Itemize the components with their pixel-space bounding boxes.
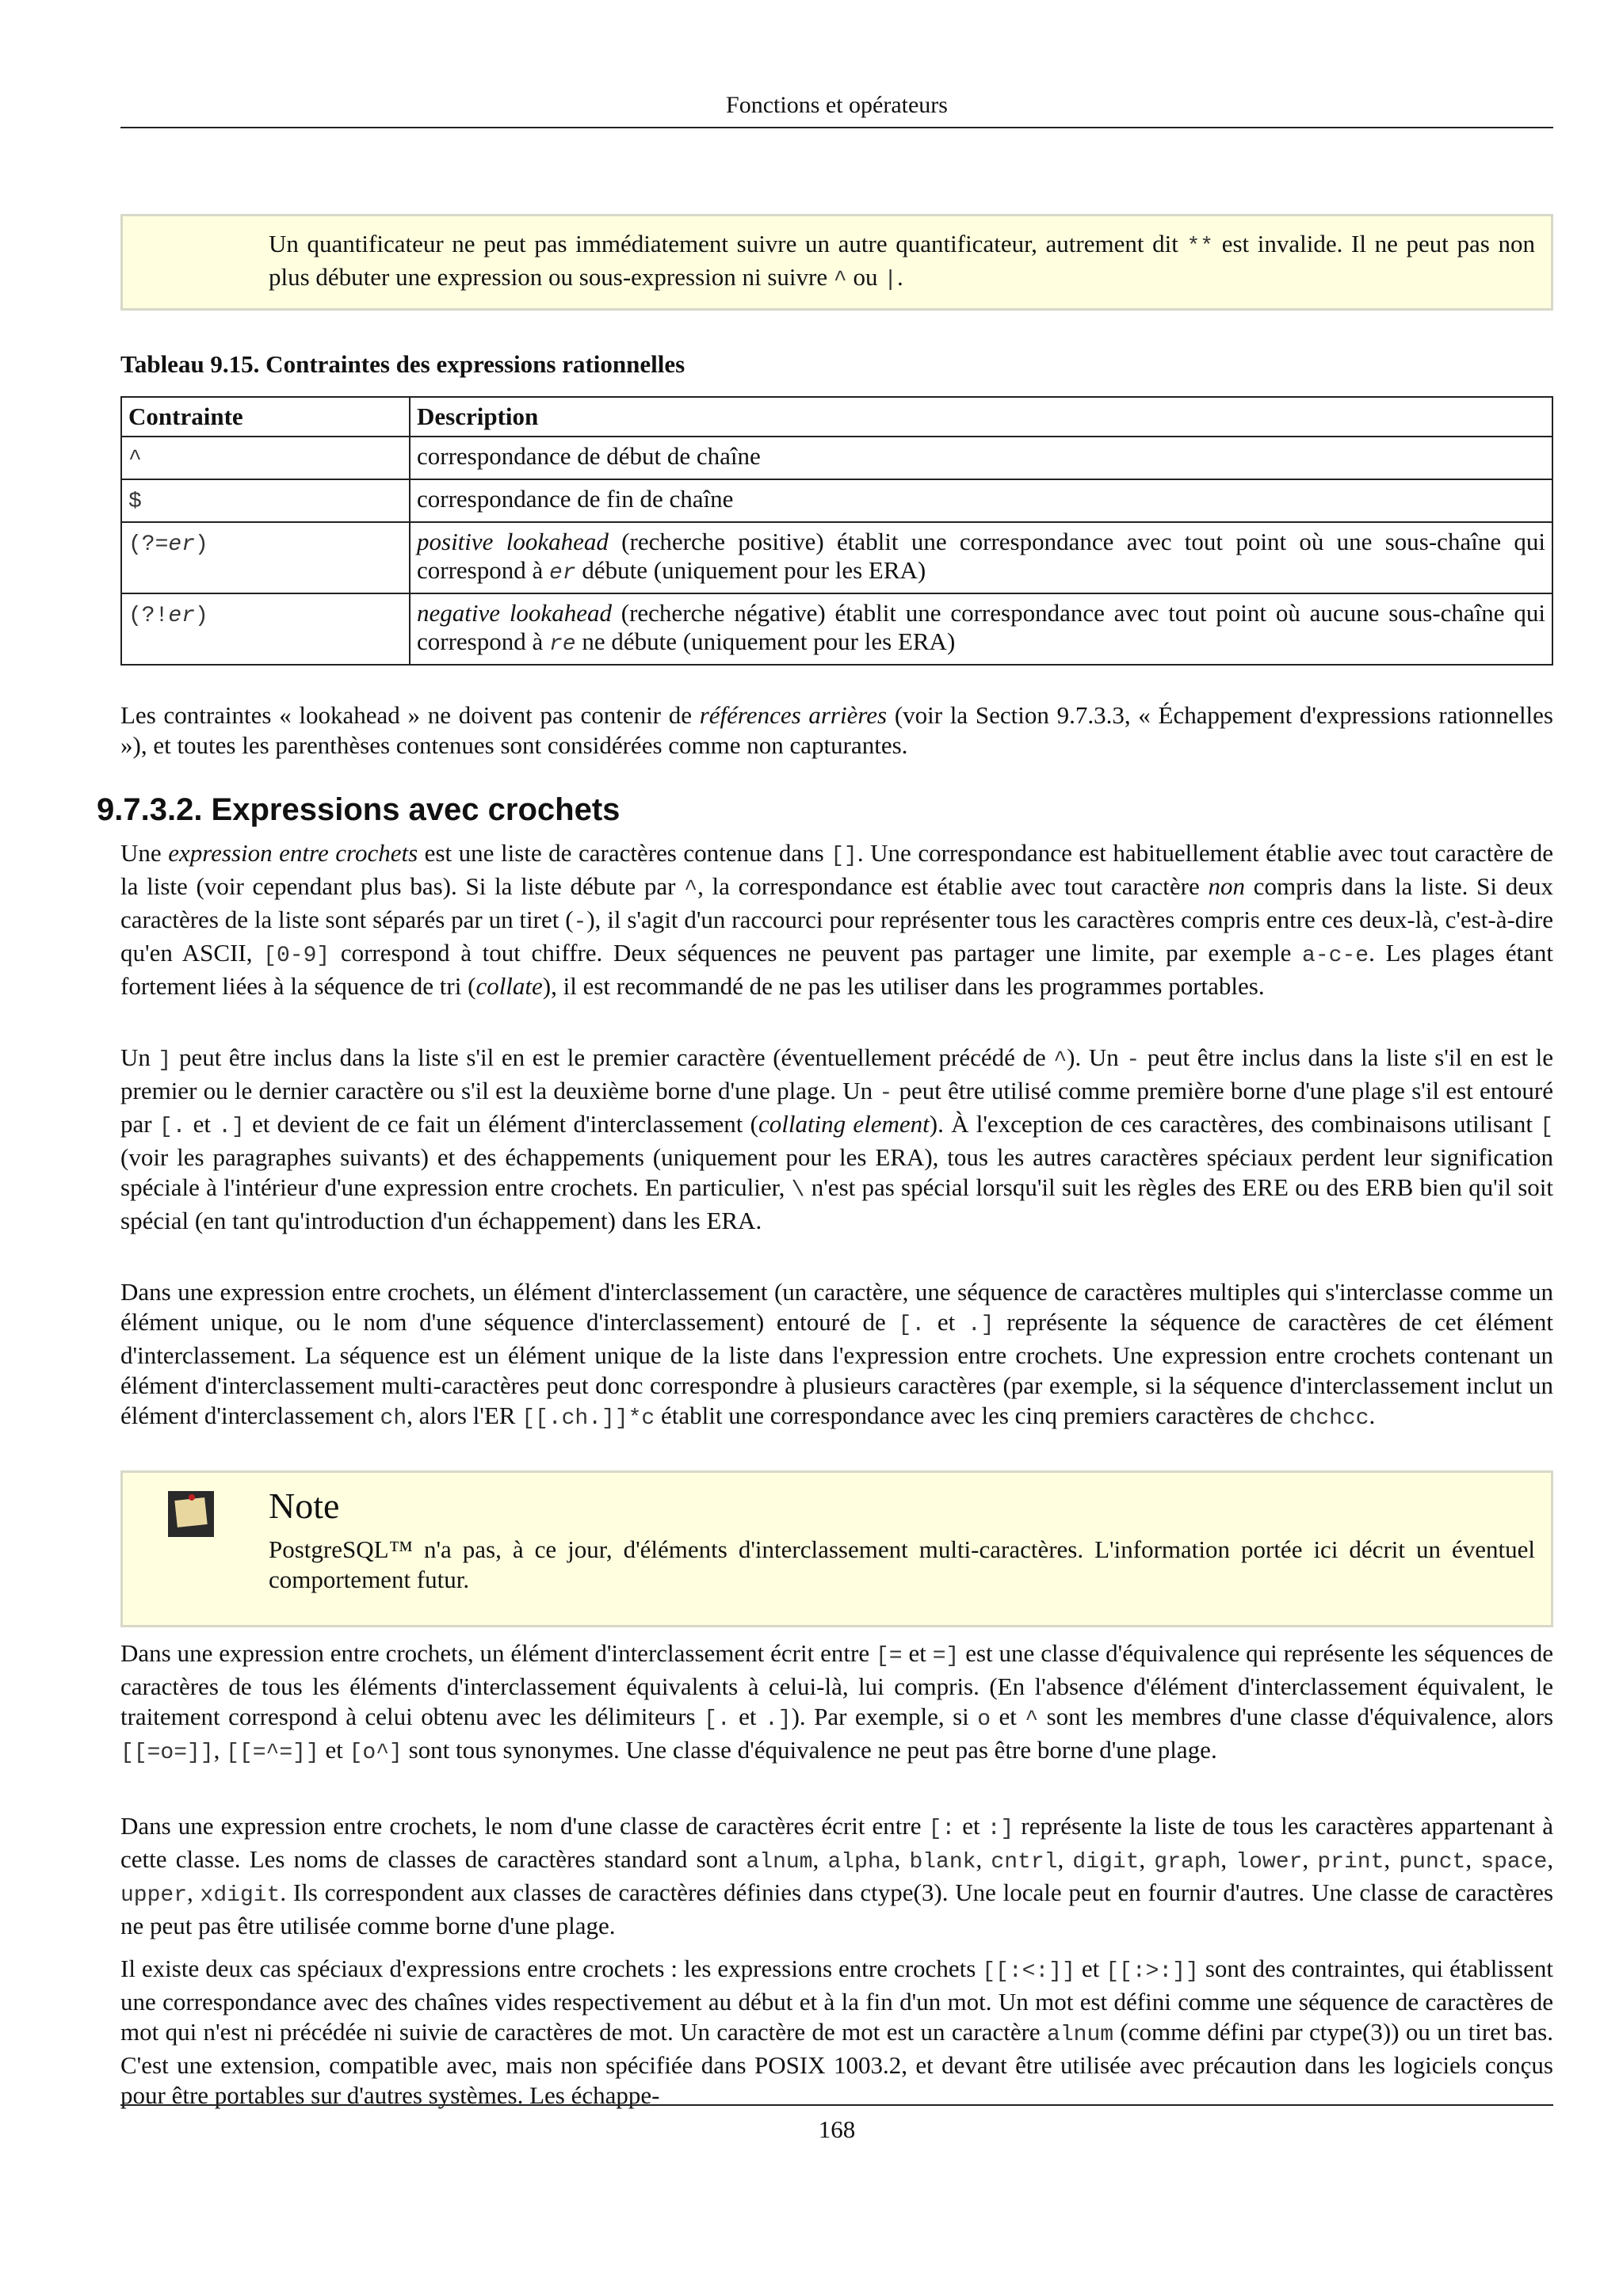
warning-text: Un quantificateur ne peut pas immédiatement suivre un autre quantificateur, autrement dit ** est invalide. Il ne peut pas non plus débuter une expression ou sous-expression ni suivre ^ ou |. (269, 230, 1535, 292)
note-box (120, 1470, 1553, 1627)
description-cell: positive lookahead (recherche positive) établit une correspondance avec tout point où une sous-chaîne qui correspond à er débute (uniquement pour les ERA) (410, 522, 1552, 593)
table-header-row (121, 397, 1552, 437)
paragraph-word-boundaries: Il existe deux cas spéciaux d'expressions entre crochets : les expressions entre crochets [[:<:]] et [[:>:]] sont des contraintes, qui établissent une correspondance avec des chaînes vides respectivement au début et à la fin d'un mot. Un mot est défini comme une séquence de caractères de mot qui n'est ni précédée ni suivie de caractères de mot. Un caractère de mot est un caractère alnum (comme défini par ctype(3)) ou un tiret bas. C'est une extension, compatible avec, mais non spécifiée dans POSIX 1003.2, et devant être utilisée avec précaution dans les logiciels conçus pour être portables sur d'autres systèmes. Les échappe- (120, 1955, 1553, 2109)
table-row (121, 593, 1552, 665)
note-text: PostgreSQL™ n'a pas, à ce jour, d'éléments d'interclassement multi-caractères. L'information portée ici décrit un éventuel comportement futur. (269, 1535, 1535, 1593)
header-rule (120, 127, 1553, 128)
constraints-table (120, 396, 1553, 666)
table-row (121, 479, 1552, 522)
description-cell: correspondance de fin de chaîne (410, 479, 1552, 522)
paragraph-character-classes: Dans une expression entre crochets, le nom d'une classe de caractères écrit entre [: et :] représente la liste de tous les caractères appartenant à cette classe. Les noms de classes de caractères standard sont alnum, alpha, blank, cntrl, digit, graph, lower, print, punct, space, upper, xdigit. Ils correspondent aux classes de caractères définies dans ctype(3). Une locale peut en fournir d'autres. Une classe de caractères ne peut pas être utilisée comme borne d'une plage. (120, 1812, 1554, 1939)
table-row (121, 522, 1552, 593)
constraint-cell: (?!er) (121, 593, 410, 665)
paragraph-collating: Dans une expression entre crochets, un élément d'interclassement (un caractère, une séquence de caractères multiples qui s'interclasse comme un élément unique, ou le nom d'une séquence d'interclassement) entouré de [. et .] représente la séquence de caractères de cet élément d'interclassement. La séquence est un élément unique de la liste dans l'expression entre crochets. Une expression entre crochets contenant un élément d'interclassement multi-caractères peut donc correspondre à plusieurs caractères (par exemple, si la séquence d'interclassement inclut un élément d'interclassement ch, alors l'ER [[.ch.]]*c établit une correspondance avec les cinq premiers caractères de chchcc. (120, 1278, 1554, 1431)
paragraph-special-chars: Un ] peut être inclus dans la liste s'il en est le premier caractère (éventuellement précédé de ^). Un - peut être inclus dans la liste s'il en est le premier ou le dernier caractère ou s'il est la deuxième borne d'une plage. Un - peut être utilisé comme première borne d'une plage s'il est entouré par [. et .] et devient de ce fait un élément d'interclassement (collating element). À l'exception de ces caractères, des combinaisons utilisant [ (voir les paragraphes suivants) et des échappements (uniquement pour les ERA), tous les autres caractères spéciaux perdent leur signification spéciale à l'intérieur d'une expression entre crochets. En particulier, \ n'est pas spécial lorsqu'il suit les règles des ERE ou des ERB bien qu'il soit spécial (en tant qu'introduction d'un échappement) dans les ERA. (120, 1043, 1554, 1234)
paragraph-bracket-intro: Une expression entre crochets est une liste de caractères contenue dans []. Une correspondance est habituellement établie avec tout caractère de la liste (voir cependant plus bas). Si la liste débute par ^, la correspondance est établie avec tout caractère non compris dans la liste. Si deux caractères de la liste sont séparés par un tiret (-), il s'agit d'un raccourci pour représenter tous les caractères compris entre ces deux-là, c'est-à-dire qu'en ASCII, [0-9] correspond à tout chiffre. Deux séquences ne peuvent pas partager une limite, par exemple a-c-e. Les plages étant fortement liées à la séquence de tri (collate), il est recommandé de ne pas les utiliser dans les programmes portables. (120, 839, 1554, 1000)
table-caption: Tableau 9.15. Contraintes des expressions rationnelles (120, 350, 685, 378)
lookahead-paragraph: Les contraintes « lookahead » ne doivent pas contenir de références arrières (voir la Section 9.7.3.3, « Échappement d'expressions rationnelles »), et toutes les parenthèses contenues sont considérées comme non capturantes. (120, 701, 1553, 759)
description-cell: correspondance de début de chaîne (410, 437, 1552, 479)
column-header-constraint: Contrainte (121, 397, 410, 437)
table-row (121, 437, 1552, 479)
description-cell: negative lookahead (recherche négative) établit une correspondance avec tout point où aucune sous-chaîne qui correspond à re ne débute (uniquement pour les ERA) (410, 593, 1552, 665)
column-header-description: Description (410, 397, 1552, 437)
section-heading: 9.7.3.2. Expressions avec crochets (97, 792, 621, 827)
note-icon (168, 1491, 214, 1537)
constraint-cell: ^ (121, 437, 410, 479)
paragraph-equivalence: Dans une expression entre crochets, un élément d'interclassement écrit entre [= et =] est une classe d'équivalence qui représente les séquences de caractères de tous les éléments d'interclassement équivalents à celui-là, lui compris. (En l'absence d'élément d'interclassement équivalent, le traitement correspond à celui obtenu avec les délimiteurs [. et .]). Par exemple, si o et ^ sont les membres d'une classe d'équivalence, alors [[=o=]], [[=^=]] et [o^] sont tous synonymes. Une classe d'équivalence ne peut pas être borne d'une plage. (120, 1639, 1554, 1765)
warning-box (120, 214, 1553, 311)
constraint-cell: $ (121, 479, 410, 522)
page-number: 168 (818, 2115, 856, 2143)
note-title: Note (269, 1486, 340, 1526)
constraint-cell: (?=er) (121, 522, 410, 593)
page-header: Fonctions et opérateurs (726, 92, 948, 118)
footer-rule (120, 2104, 1553, 2106)
